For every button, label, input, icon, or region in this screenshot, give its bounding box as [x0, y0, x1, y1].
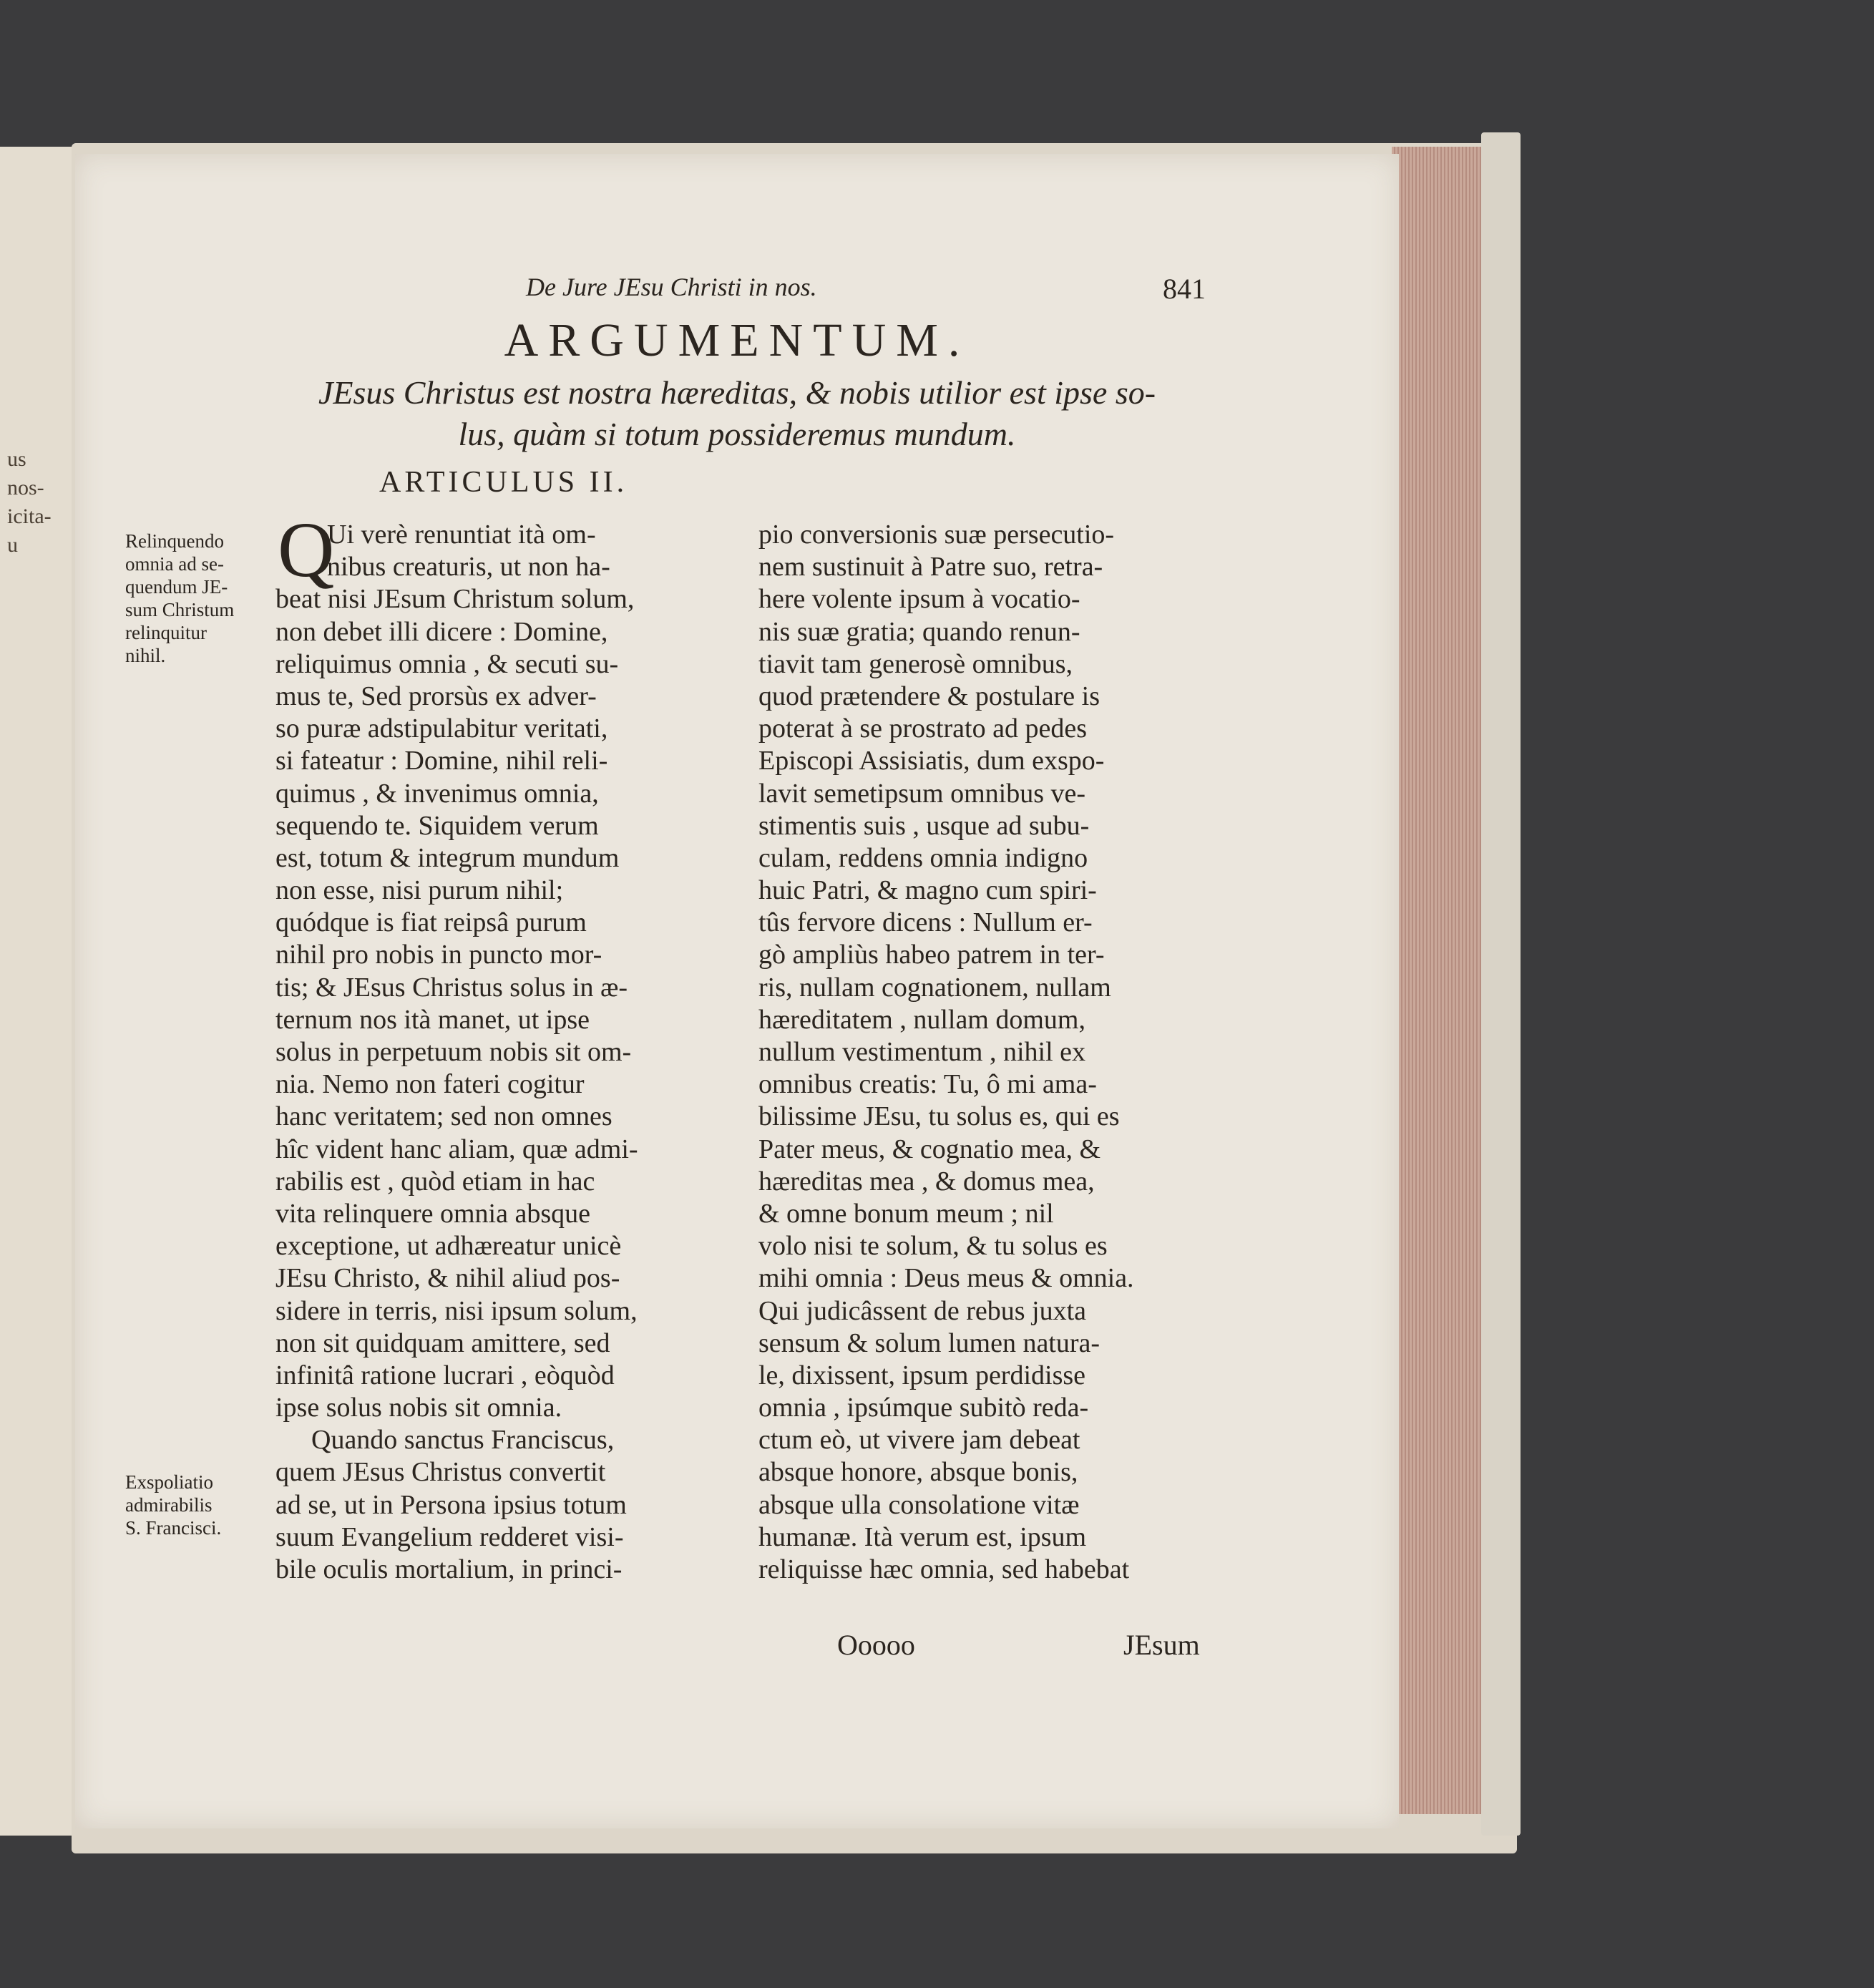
text-line: absque ulla consolatione vitæ: [758, 1489, 1080, 1520]
text-line: Episcopi Assisiatis, dum exspo-: [758, 746, 1105, 776]
text-line: poterat à se prostrato ad pedes: [758, 713, 1087, 744]
text-line: lavit semetipsum omnibus ve-: [758, 778, 1086, 809]
subtitle-line: lus, quàm si totum possideremus mundum.: [458, 416, 1016, 452]
subtitle-line: JEsus Christus est nostra hæreditas, & nobis utilior est ipse so-: [318, 374, 1156, 411]
text-line: hanc veritatem; sed non omnes: [275, 1101, 613, 1132]
text-line: ris, nullam cognationem, nullam: [758, 972, 1111, 1003]
text-line: nis suæ gratia; quando renun-: [758, 616, 1080, 647]
text-line: nihil pro nobis in puncto mor-: [275, 940, 602, 970]
text-line: hîc vident hanc aliam, quæ admi-: [275, 1134, 638, 1164]
text-line: Pater meus, & cognatio mea, &: [758, 1134, 1101, 1164]
text-line: mihi omnia : Deus meus & omnia.: [758, 1263, 1134, 1294]
text-line: ctum eò, ut vivere jam debeat: [758, 1425, 1080, 1456]
margin-note-line: omnia ad se-: [125, 553, 224, 575]
text-line: hæreditatem , nullam domum,: [758, 1004, 1085, 1035]
text-line: rabilis est , quòd etiam in hac: [275, 1166, 595, 1197]
text-line: here volente ipsum à vocatio-: [758, 584, 1080, 615]
margin-note-line: relinquitur: [125, 622, 207, 643]
section-subtitle: [272, 372, 1202, 455]
text-line: sequendo te. Siquidem verum: [275, 810, 599, 841]
text-line: ternum nos ità manet, ut ipse: [275, 1004, 590, 1035]
running-head-title: De Jure JEsu Christi in nos.: [526, 273, 817, 301]
signature-mark: Ooooo: [837, 1629, 915, 1661]
text-line: reliquisse hæc omnia, sed habebat: [758, 1554, 1130, 1584]
text-line: JEsu Christo, & nihil aliud pos-: [275, 1263, 620, 1294]
text-line: huic Patri, & magno cum spiri-: [758, 875, 1097, 906]
text-line: ad se, ut in Persona ipsius totum: [275, 1489, 627, 1520]
text-line: quod prætendere & postulare is: [758, 681, 1101, 711]
text-line: le, dixissent, ipsum perdidisse: [758, 1360, 1086, 1390]
text-line: beat nisi JEsum Christum solum,: [275, 584, 635, 615]
text-line: absque honore, absque bonis,: [758, 1457, 1078, 1488]
text-line: solus in perpetuum nobis sit om-: [275, 1037, 632, 1067]
margin-note-line: sum Christum: [125, 599, 235, 620]
text-line: stimentis suis , usque ad subu-: [758, 810, 1090, 841]
text-line: ipse solus nobis sit omnia.: [275, 1393, 562, 1423]
text-line: mus te, Sed prorsùs ex adver-: [275, 681, 597, 711]
text-line: tis; & JEsus Christus solus in æ-: [275, 972, 628, 1003]
margin-note-line: admirabilis: [125, 1494, 213, 1516]
text-line: culam, reddens omnia indigno: [758, 842, 1088, 873]
text-line: non sit quidquam amittere, sed: [275, 1327, 610, 1358]
text-line: so puræ adstipulabitur veritati,: [275, 713, 608, 744]
left-page-fragment: u: [7, 533, 18, 557]
text-line: exceptione, ut adhæreatur unicè: [275, 1231, 622, 1262]
margin-note-1: [125, 530, 268, 667]
catchword: JEsum: [1123, 1629, 1200, 1661]
text-line: humanæ. Ità verum est, ipsum: [758, 1521, 1087, 1552]
margin-note-line: quendum JE-: [125, 576, 228, 598]
text-line: non esse, nisi purum nihil;: [275, 875, 564, 906]
text-line: tûs fervore dicens : Nullum er-: [758, 907, 1093, 938]
text-line: infinitâ ratione lucrari , eòquòd: [275, 1360, 615, 1390]
margin-note-2: [125, 1471, 268, 1539]
left-page-fragment: icita-: [7, 505, 52, 528]
left-page-fragment: us: [7, 447, 26, 471]
running-head: [519, 266, 1206, 309]
margin-note-line: Exspoliatio: [125, 1471, 213, 1493]
text-line: nem sustinuit à Patre suo, retra-: [758, 552, 1103, 583]
text-line: quimus , & invenimus omnia,: [275, 778, 599, 809]
text-line: omnibus creatis: Tu, ô mi ama-: [758, 1069, 1097, 1100]
text-line: sensum & solum lumen natura-: [758, 1327, 1101, 1358]
text-line: reliquimus omnia , & secuti su-: [275, 648, 619, 679]
text-line: nibus creaturis, ut non ha-: [327, 552, 610, 583]
right-text-column: [758, 519, 1202, 1586]
text-line: gò ampliùs habeo patrem in ter-: [758, 940, 1105, 970]
text-line: bilissime JEsu, tu solus es, qui es: [758, 1101, 1120, 1132]
article-heading: ARTICULUS II.: [379, 466, 628, 499]
text-line: quem JEsus Christus convertit: [275, 1457, 606, 1488]
text-line: volo nisi te solum, & tu solus es: [758, 1231, 1108, 1262]
text-line: tiavit tam generosè omnibus,: [758, 648, 1073, 679]
drop-cap: Q: [278, 506, 335, 593]
text-line: bile oculis mortalium, in princi-: [275, 1554, 623, 1584]
text-line: non debet illi dicere : Domine,: [275, 616, 608, 647]
margin-note-line: nihil.: [125, 645, 166, 666]
text-line: Qui judicâssent de rebus juxta: [758, 1295, 1087, 1326]
text-line: Ui verè renuntiat ità om-: [327, 520, 596, 550]
page-fore-edge: [1392, 147, 1489, 1814]
text-line: Quando sanctus Franciscus,: [311, 1425, 615, 1456]
page-number: 841: [1163, 273, 1206, 305]
text-line: quódque is fiat reipsâ purum: [275, 907, 587, 938]
cover-edge: [1481, 132, 1521, 1836]
left-page-fragment: nos-: [7, 476, 44, 500]
text-line: est, totum & integrum mundum: [275, 842, 620, 873]
text-line: omnia , ipsúmque subitò reda-: [758, 1393, 1089, 1423]
section-heading: ARGUMENTUM.: [504, 314, 970, 366]
text-line: nullum vestimentum , nihil ex: [758, 1037, 1086, 1067]
margin-note-line: S. Francisci.: [125, 1517, 222, 1539]
left-text-column: [275, 519, 719, 1586]
text-line: nia. Nemo non fateri cogitur: [275, 1069, 585, 1100]
text-line: vita relinquere omnia absque: [275, 1198, 591, 1229]
text-line: si fateatur : Domine, nihil reli-: [275, 746, 608, 776]
text-line: pio conversionis suæ persecutio-: [758, 520, 1115, 550]
text-line: sidere in terris, nisi ipsum solum,: [275, 1295, 638, 1326]
margin-note-line: Relinquendo: [125, 530, 224, 552]
text-line: & omne bonum meum ; nil: [758, 1198, 1054, 1229]
text-line: hæreditas mea , & domus mea,: [758, 1166, 1095, 1197]
text-line: suum Evangelium redderet visi-: [275, 1521, 624, 1552]
left-page-edge: [0, 147, 81, 1836]
